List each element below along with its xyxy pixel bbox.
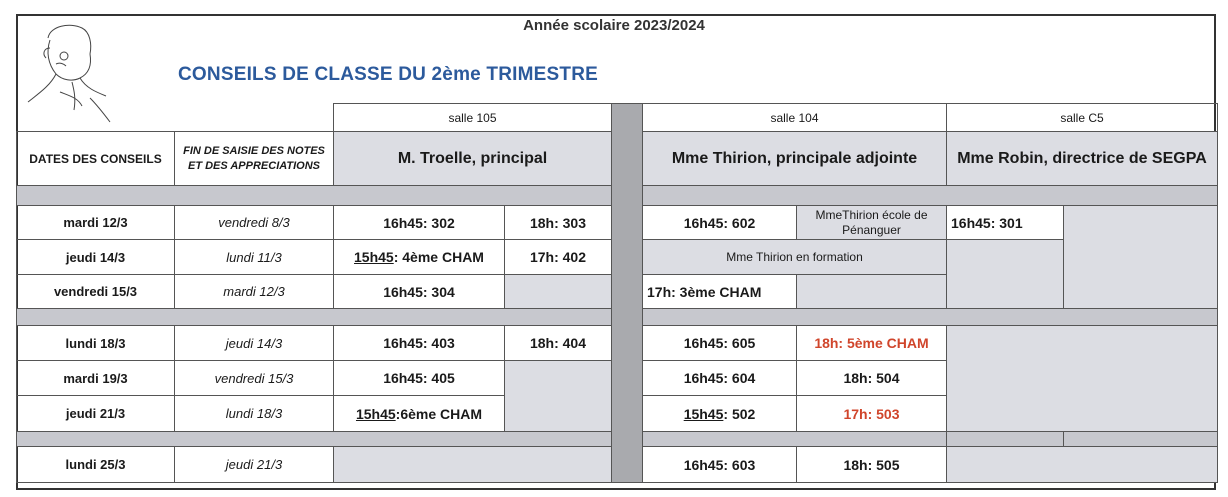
robin-slot-1: 16h45: 301 <box>947 206 1064 240</box>
thirion-slot-1: 17h: 3ème CHAM <box>643 275 797 309</box>
time-underlined: 15h45 <box>355 405 396 422</box>
date-cell: lundi 25/3 <box>17 447 175 483</box>
thirion-slot-2 <box>797 275 947 309</box>
header-troelle: M. Troelle, principal <box>334 132 612 186</box>
fin-cell: vendredi 15/3 <box>175 361 334 396</box>
date-cell: jeudi 14/3 <box>17 240 175 275</box>
thirion-slot-2: 18h: 5ème CHAM <box>797 326 947 361</box>
date-cell: mardi 19/3 <box>17 361 175 396</box>
troelle-slot-1: 16h45: 403 <box>334 326 505 361</box>
troelle-slot-1: 16h45: 304 <box>334 275 505 309</box>
thirion-slot-1: 16h45: 602 <box>643 206 797 240</box>
fin-cell: lundi 11/3 <box>175 240 334 275</box>
troelle-slot-1 <box>334 396 505 432</box>
fin-cell: jeudi 14/3 <box>175 326 334 361</box>
date-cell: lundi 18/3 <box>17 326 175 361</box>
troelle-slot-2 <box>505 361 612 432</box>
troelle-slot-2: 18h: 303 <box>505 206 612 240</box>
time-underlined: 15h45 <box>354 249 394 265</box>
time-underlined: 15h45 <box>683 405 724 422</box>
room-c5: salle C5 <box>947 104 1218 132</box>
fin-cell: vendredi 8/3 <box>175 206 334 240</box>
page-title: CONSEILS DE CLASSE DU 2ème TRIMESTRE <box>178 64 598 85</box>
date-cell: mardi 12/3 <box>17 206 175 240</box>
header-dates: DATES DES CONSEILS <box>17 132 175 186</box>
troelle-slot-2: 17h: 402 <box>505 240 612 275</box>
thirion-slot-1: 16h45: 603 <box>643 447 797 483</box>
thirion-slot-2: 18h: 505 <box>797 447 947 483</box>
troelle-empty <box>334 447 612 483</box>
thirion-slot-1: 16h45: 604 <box>643 361 797 396</box>
thirion-slot-2: MmeThirion école de Pénanguer <box>797 206 947 240</box>
troelle-slot-1: 16h45: 405 <box>334 361 505 396</box>
header-thirion: Mme Thirion, principale adjointe <box>643 132 947 186</box>
class-label: : 502 <box>723 405 756 422</box>
troelle-slot-2: 18h: 404 <box>505 326 612 361</box>
fin-cell: jeudi 21/3 <box>175 447 334 483</box>
date-cell: vendredi 15/3 <box>17 275 175 309</box>
schedule-table <box>16 103 1218 483</box>
robin-slot-2 <box>1064 206 1218 309</box>
robin-slot-1 <box>947 240 1064 309</box>
class-label: : 4ème CHAM <box>393 249 484 265</box>
thirion-slot-1 <box>643 396 797 432</box>
class-label: :6ème CHAM <box>395 405 483 422</box>
fin-cell: lundi 18/3 <box>175 396 334 432</box>
troelle-slot-1 <box>334 240 505 275</box>
thirion-merged: Mme Thirion en formation <box>643 240 947 275</box>
room-104: salle 104 <box>643 104 947 132</box>
troelle-slot-1: 16h45: 302 <box>334 206 505 240</box>
room-105: salle 105 <box>334 104 612 132</box>
robin-empty <box>947 447 1218 483</box>
thirion-slot-2: 18h: 504 <box>797 361 947 396</box>
header-fin-saisie: FIN DE SAISIE DES NOTES ET DES APPRECIATIONS <box>175 132 334 186</box>
date-cell: jeudi 21/3 <box>17 396 175 432</box>
fin-cell: mardi 12/3 <box>175 275 334 309</box>
thirion-slot-2: 17h: 503 <box>797 396 947 432</box>
header-robin: Mme Robin, directrice de SEGPA <box>947 132 1218 186</box>
column-divider <box>612 104 643 483</box>
school-year: Année scolaire 2023/2024 <box>523 17 705 34</box>
troelle-slot-2 <box>505 275 612 309</box>
robin-empty <box>947 326 1218 432</box>
rooms-row <box>17 104 1218 132</box>
thirion-slot-1: 16h45: 605 <box>643 326 797 361</box>
